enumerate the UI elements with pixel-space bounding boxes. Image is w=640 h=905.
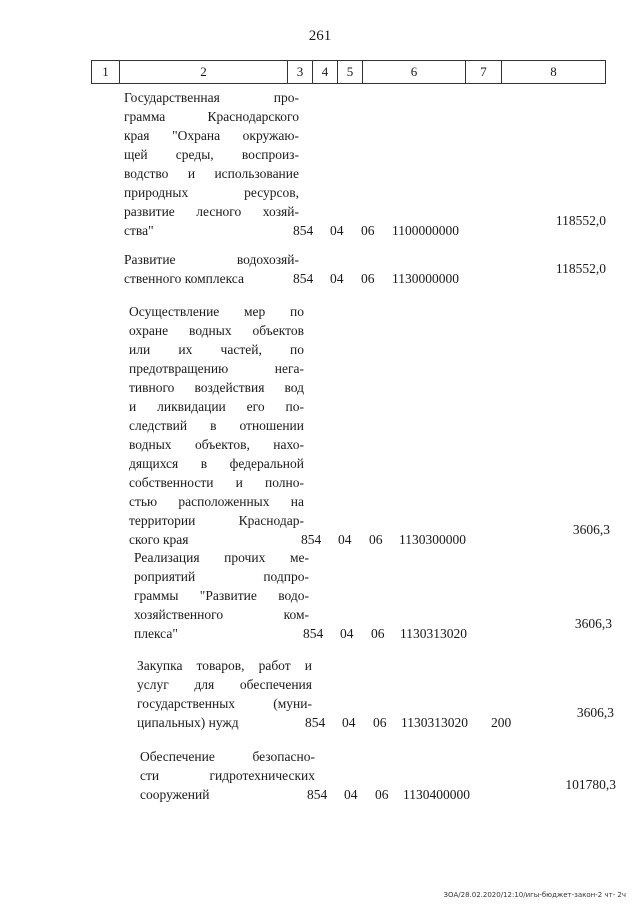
target-article-code: 1130400000 bbox=[403, 787, 470, 802]
row-name-line: хозяйственного ком- bbox=[134, 607, 309, 622]
row-name-line: плекса" bbox=[134, 626, 178, 641]
row-name bbox=[137, 656, 312, 732]
section-code: 04 bbox=[340, 626, 354, 641]
column-header-6: 6 bbox=[363, 61, 466, 84]
footer-stamp: ЗОА/28.02.2020/12:10/игы-бюджет-закон-2 чт- 2ч bbox=[443, 891, 626, 899]
row-name-line: грамма Краснодарского bbox=[124, 109, 299, 124]
amount: 3606,3 bbox=[574, 616, 612, 631]
row-name-line: Государственная про- bbox=[124, 90, 299, 105]
ministry-code: 854 bbox=[303, 626, 324, 641]
column-header-table bbox=[91, 60, 606, 84]
target-article-code: 1130300000 bbox=[399, 532, 466, 547]
row-name-line: дящихся в федеральной bbox=[129, 456, 304, 471]
row-name-line: граммы "Развитие водо- bbox=[134, 588, 309, 603]
row-name-line: водство и использование bbox=[124, 166, 299, 181]
subsection-code: 06 bbox=[361, 271, 375, 286]
ministry-code: 854 bbox=[307, 787, 328, 802]
section-code: 04 bbox=[330, 271, 344, 286]
target-article-code: 1130313020 bbox=[400, 626, 467, 641]
row-name-line: сти гидротехнических bbox=[140, 768, 315, 783]
amount: 118552,0 bbox=[555, 261, 606, 276]
row-name-line: охране водных объектов bbox=[129, 323, 304, 338]
row-name-line: Реализация прочих ме- bbox=[134, 550, 309, 565]
row-name-line: предотвращению нега- bbox=[129, 361, 304, 376]
column-header-4: 4 bbox=[313, 61, 338, 84]
row-name-line: края "Охрана окружаю- bbox=[124, 128, 299, 143]
amount: 118552,0 bbox=[555, 213, 606, 228]
row-name-line: Закупка товаров, работ и bbox=[137, 658, 312, 673]
ministry-code: 854 bbox=[293, 223, 314, 238]
row-name-line: водных объектов, нахо- bbox=[129, 437, 304, 452]
row-name-line: тивного воздействия вод bbox=[129, 380, 304, 395]
row-name bbox=[140, 747, 315, 804]
row-name-line: и ликвидации его по- bbox=[129, 399, 304, 414]
row-name-line: или их частей, по bbox=[129, 342, 304, 357]
section-code: 04 bbox=[344, 787, 358, 802]
column-header-8: 8 bbox=[502, 61, 606, 84]
row-name-line: сооружений bbox=[140, 787, 210, 802]
row-name bbox=[124, 88, 299, 240]
amount: 3606,3 bbox=[572, 522, 610, 537]
section-code: 04 bbox=[342, 715, 356, 730]
row-name-line: следствий в отношении bbox=[129, 418, 304, 433]
ministry-code: 854 bbox=[293, 271, 314, 286]
target-article-code: 1100000000 bbox=[392, 223, 459, 238]
row-name-line: ципальных) нужд bbox=[137, 715, 239, 730]
row-name-line: Обеспечение безопасно- bbox=[140, 749, 315, 764]
row-name-line: ственного комплекса bbox=[124, 271, 244, 286]
subsection-code: 06 bbox=[361, 223, 375, 238]
subsection-code: 06 bbox=[373, 715, 387, 730]
row-name-line: ства" bbox=[124, 223, 154, 238]
row-name-line: Осуществление мер по bbox=[129, 304, 304, 319]
row-name-line: услуг для обеспечения bbox=[137, 677, 312, 692]
section-code: 04 bbox=[338, 532, 352, 547]
row-name bbox=[134, 548, 309, 643]
row-name-line: ского края bbox=[129, 532, 189, 547]
target-article-code: 1130000000 bbox=[392, 271, 459, 286]
amount: 3606,3 bbox=[576, 705, 614, 720]
subsection-code: 06 bbox=[375, 787, 389, 802]
row-name-line: государственных (муни- bbox=[137, 696, 312, 711]
column-header-row bbox=[92, 61, 606, 84]
row-name-line: стью расположенных на bbox=[129, 494, 304, 509]
ministry-code: 854 bbox=[301, 532, 322, 547]
subsection-code: 06 bbox=[371, 626, 385, 641]
column-header-3: 3 bbox=[288, 61, 313, 84]
row-name-line: собственности и полно- bbox=[129, 475, 304, 490]
subsection-code: 06 bbox=[369, 532, 383, 547]
row-name-line: развитие лесного хозяй- bbox=[124, 204, 299, 219]
column-header-1: 1 bbox=[92, 61, 120, 84]
row-name-line: территории Краснодар- bbox=[129, 513, 304, 528]
ministry-code: 854 bbox=[305, 715, 326, 730]
expense-type-code: 200 bbox=[491, 715, 512, 730]
row-name bbox=[124, 250, 299, 288]
column-header-2: 2 bbox=[120, 61, 288, 84]
section-code: 04 bbox=[330, 223, 344, 238]
row-name-line: природных ресурсов, bbox=[124, 185, 299, 200]
row-name-line: роприятий подпро- bbox=[134, 569, 309, 584]
row-name-line: щей среды, воспроиз- bbox=[124, 147, 299, 162]
amount: 101780,3 bbox=[565, 777, 616, 792]
column-header-5: 5 bbox=[338, 61, 363, 84]
column-header-7: 7 bbox=[466, 61, 502, 84]
page-number: 261 bbox=[308, 28, 332, 44]
row-name-line: Развитие водохозяй- bbox=[124, 252, 299, 267]
row-name bbox=[129, 302, 304, 549]
target-article-code: 1130313020 bbox=[401, 715, 468, 730]
